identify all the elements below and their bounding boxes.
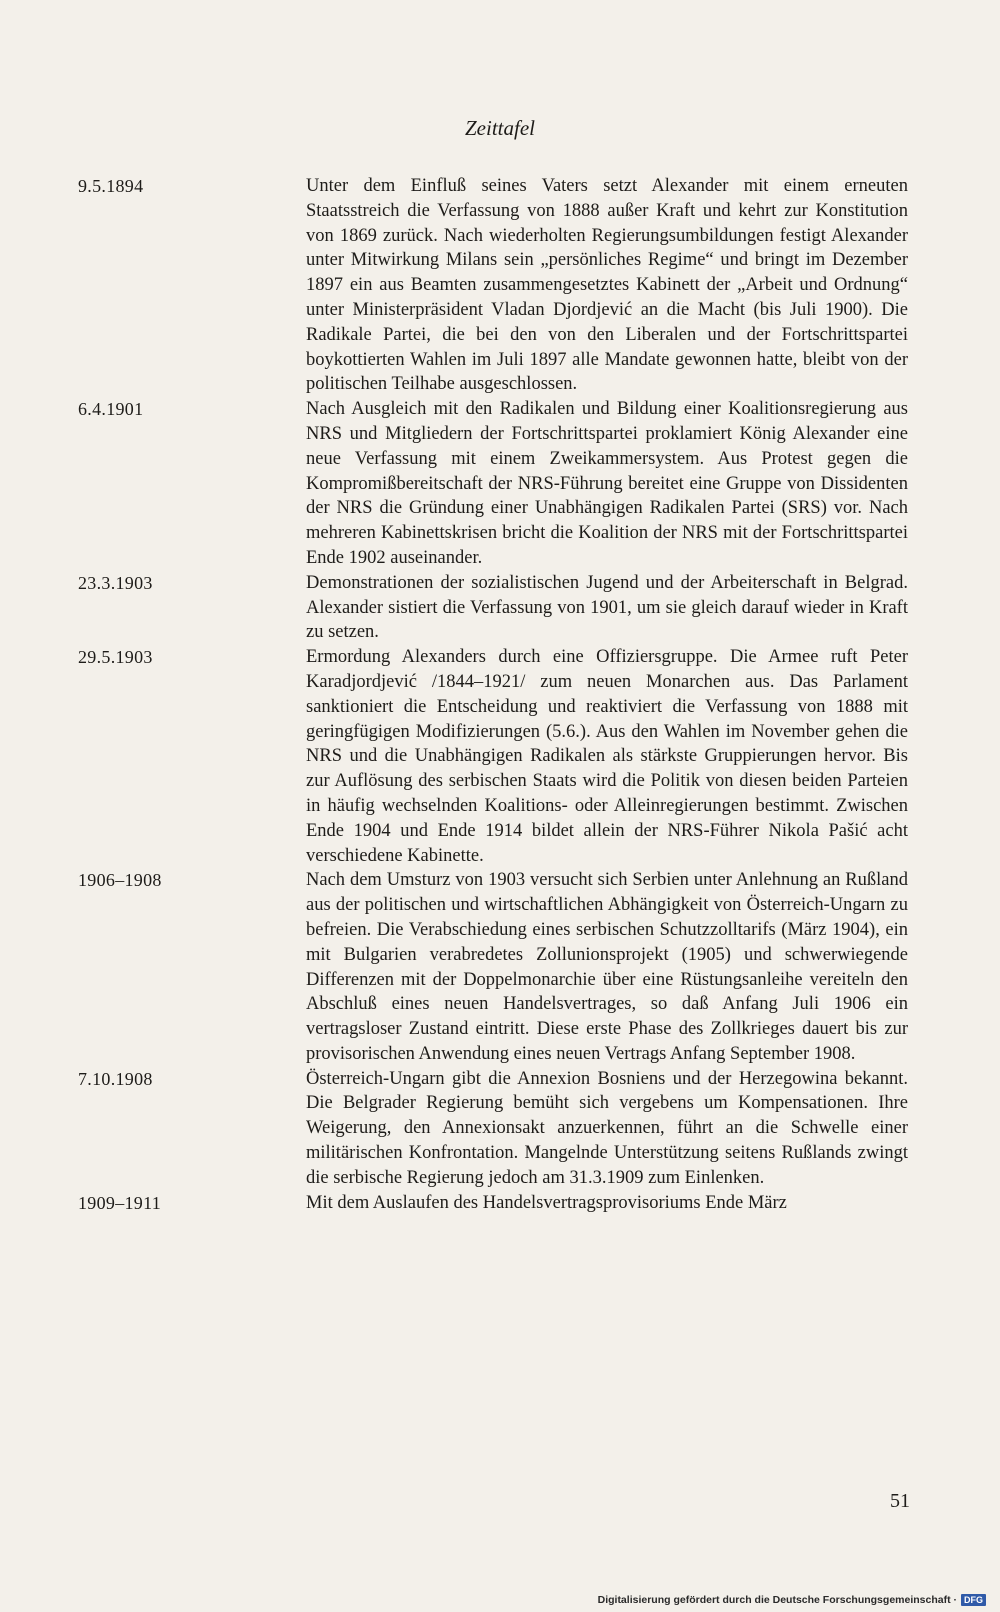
entry-date: 7.10.1908 [78,1068,153,1089]
digitization-credit [598,1594,986,1606]
credit-text: Digitalisierung gefördert durch die Deutsche Forschungsgemeinschaft · [597,1594,957,1606]
timeline [78,174,908,1215]
entry-text: Demonstrationen der sozialistischen Jugend und der Arbeiterschaft in Belgrad. Alexander sistiert die Verfassung von 1901, um sie gleich darauf wieder in Kraft zu setzen. [306,572,908,643]
entry-date: 6.4.1901 [78,399,144,420]
dfg-logo: DFG [961,1594,986,1606]
entry-date: 1906–1908 [78,870,162,891]
entry-date: 1909–1911 [78,1192,162,1213]
entry-text: Unter dem Einfluß seines Vaters setzt Alexander mit einem erneuten Staatsstreich die Verfassung von 1888 außer Kraft und kehrt zur Konstitution von 1869 zurück. Nach wiederholten Regierungsumbildungen festigt Alexander unter Mitwirkung Milans sein „persönliches Regime“ und bringt im Dezember 1897 ein aus Beamten zusammengesetztes Kabinett der „Arbeit und Ordnung“ unter Ministerpräsident Vladan Djordjević an die Macht (bis Juli 1900). Die Radikale Partei, die bei den von den Liberalen und der Fortschrittspartei boykottierten Wahlen im Juli 1897 alle Mandate gewonnen hatte, bleibt von der politischen Teilhabe ausgeschlossen. [306,176,908,395]
page-number: 51 [890,1490,910,1512]
timeline-entry [78,571,908,645]
entry-date: 23.3.1903 [78,572,153,593]
entry-text: Österreich-Ungarn gibt die Annexion Bosniens und der Herzegowina bekannt. Die Belgrader Regierung bemüht sich vergebens um Kompensationen. Ihre Weigerung, den Annexionsakt anzuerkennen, führt an die Schwelle einer militärischen Konfrontation. Mangelnde Unterstützung seitens Rußlands zwingt die serbische Regierung jedoch am 31.3.1909 zum Einlenken. [306,1068,908,1188]
timeline-entry [78,397,908,571]
timeline-entry [78,1067,908,1191]
entry-text: Nach Ausgleich mit den Radikalen und Bildung einer Koalitionsregierung aus NRS und Mitgliedern der Fortschrittspartei proklamiert König Alexander eine neue Verfassung mit einem Zweikammersystem. Aus Protest gegen die Kompromißbereitschaft der NRS-Führung bereitet eine Gruppe von Dissidenten der NRS die Gründung einer Unabhängigen Radikalen Partei (SRS) vor. Nach mehreren Kabinettskrisen bricht die Koalition der NRS mit der Fortschrittspartei Ende 1902 auseinander. [306,399,908,568]
running-header: Zeittafel [465,116,535,140]
entry-text: Ermordung Alexanders durch eine Offiziersgruppe. Die Armee ruft Peter Karadjordjević /1844–1921/ zum neuen Monarchen aus. Das Parlament sanktioniert die Entscheidung und reaktiviert die Verfassung von 1888 mit geringfügigen Modifizierungen (5.6.). Aus den Wahlen im November gehen die NRS und die Unabhängigen Radikalen als stärkste Gruppierungen hervor. Bis zur Auflösung des serbischen Staats wird die Politik von diesen beiden Parteien in häufig wechselnden Koalitions- oder Alleinregierungen bestimmt. Zwischen Ende 1904 und Ende 1914 bildet allein der NRS-Führer Nikola Pašić acht verschiedene Kabinette. [306,647,908,866]
timeline-entry [78,868,908,1066]
entry-date: 29.5.1903 [78,647,153,668]
entry-text: Nach dem Umsturz von 1903 versucht sich Serbien unter Anlehnung an Rußland aus der politischen und wirtschaftlichen Abhängigkeit von Österreich-Ungarn zu befreien. Die Verabschiedung eines serbischen Schutzzolltarifs (März 1904), ein mit Bulgarien verabredetes Zollunionsprojekt (1905) und schwerwiegende Differenzen mit der Doppelmonarchie über eine Rüstungsanleihe vereiteln den Abschluß eines neuen Handelsvertrages, so daß Anfang Juli 1906 ein vertragsloser Zustand eintritt. Diese erste Phase des Zollkrieges dauert bis zur provisorischen Anwendung eines neuen Vertrags Anfang September 1908. [306,870,908,1064]
timeline-entry [78,645,908,868]
timeline-entry [78,174,908,397]
entry-date: 9.5.1894 [78,176,144,196]
timeline-entry [78,1191,908,1216]
entry-text: Mit dem Auslaufen des Handelsvertragsprovisoriums Ende März [306,1192,787,1213]
